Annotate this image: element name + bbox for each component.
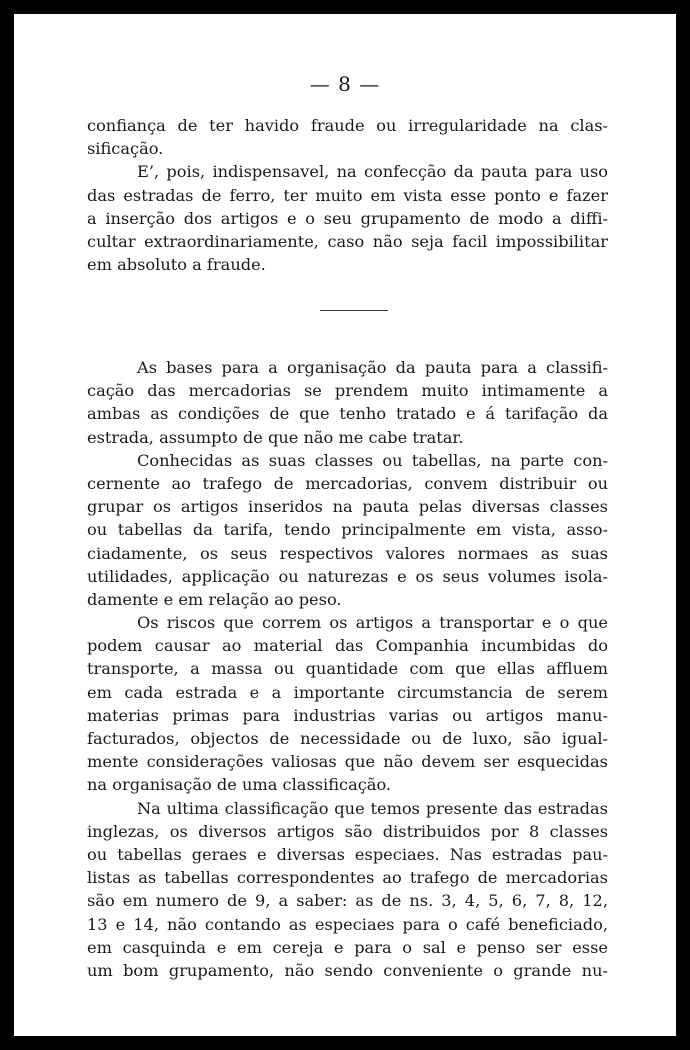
paragraph-block-main — [87, 356, 608, 982]
text-line: Na ultima classificação que temos presente das estradas — [137, 798, 608, 818]
text-line: 13 e 14, não contando as especiaes para o café beneficiado, — [87, 914, 608, 934]
text-line: são em numero de 9, a saber: as de ns. 3, 4, 5, 6, 7, 8, 12, — [87, 891, 608, 911]
text-line: em cada estrada e a importante circumstancia de serem — [87, 682, 608, 702]
text-line: mente considerações valiosas que não devem ser esquecidas — [87, 752, 608, 772]
text-line: um bom grupamento, não sendo conveniente o grande nu- — [87, 960, 608, 980]
text-line: em absoluto a fraude. — [87, 255, 266, 275]
text-line: das estradas de ferro, ter muito em vista esse ponto e fazer — [87, 185, 608, 205]
text-line: a inserção dos artigos e o seu grupamento de modo a diffi- — [87, 208, 608, 228]
text-line: podem causar ao material das Companhia incumbidas do — [87, 636, 608, 656]
text-line: E’, pois, indispensavel, na confecção da pauta para uso — [137, 162, 608, 182]
text-line: cernente ao trafego de mercadorias, convem distribuir ou — [87, 473, 608, 493]
text-line: ou tabellas da tarifa, tendo principalmente em vista, asso- — [87, 520, 608, 540]
text-line: inglezas, os diversos artigos são distribuidos por 8 classes — [87, 821, 608, 841]
text-line: grupar os artigos inseridos na pauta pelas diversas classes — [87, 497, 608, 517]
section-divider — [320, 310, 388, 311]
text-line: cultar extraordinariamente, caso não seja facil impossibilitar — [87, 231, 608, 251]
text-line: em casquinda e em cereja e para o sal e penso ser esse — [87, 937, 608, 957]
text-line: As bases para a organisação da pauta para a classifi- — [137, 358, 608, 377]
text-line: transporte, a massa ou quantidade com que ellas affluem — [87, 659, 608, 679]
text-line: Os riscos que correm os artigos a transportar e o que — [137, 613, 608, 633]
text-line: estrada, assumpto de que não me cabe tratar. — [87, 427, 464, 447]
text-line: ciadamente, os seus respectivos valores normaes as suas — [87, 543, 608, 563]
document-page — [14, 14, 676, 1036]
text-line: materias primas para industrias varias ou artigos manu- — [87, 705, 608, 725]
text-line: ou tabellas geraes e diversas especiaes. Nas estradas pau- — [87, 844, 608, 864]
paragraph-block-top — [87, 114, 608, 276]
text-line: na organisação de uma classificação. — [87, 775, 392, 795]
text-line: facturados, objectos de necessidade ou de luxo, são igual- — [87, 729, 608, 748]
text-line: damente e em relação ao peso. — [87, 589, 342, 609]
text-line: sificação. — [87, 139, 164, 159]
text-line: Conhecidas as suas classes ou tabellas, na parte con- — [137, 450, 608, 470]
text-line: cação das mercadorias se prendem muito intimamente a — [87, 381, 608, 401]
text-line: ambas as condições de que tenho tratado e á tarifação da — [87, 404, 608, 424]
page-number: — 8 — — [309, 72, 381, 96]
text-line: confiança de ter havido fraude ou irregularidade na clas- — [87, 116, 608, 135]
text-line: listas as tabellas correspondentes ao trafego de mercadorias — [87, 868, 608, 888]
text-line: utilidades, applicação ou naturezas e os seus volumes isola- — [87, 566, 608, 586]
